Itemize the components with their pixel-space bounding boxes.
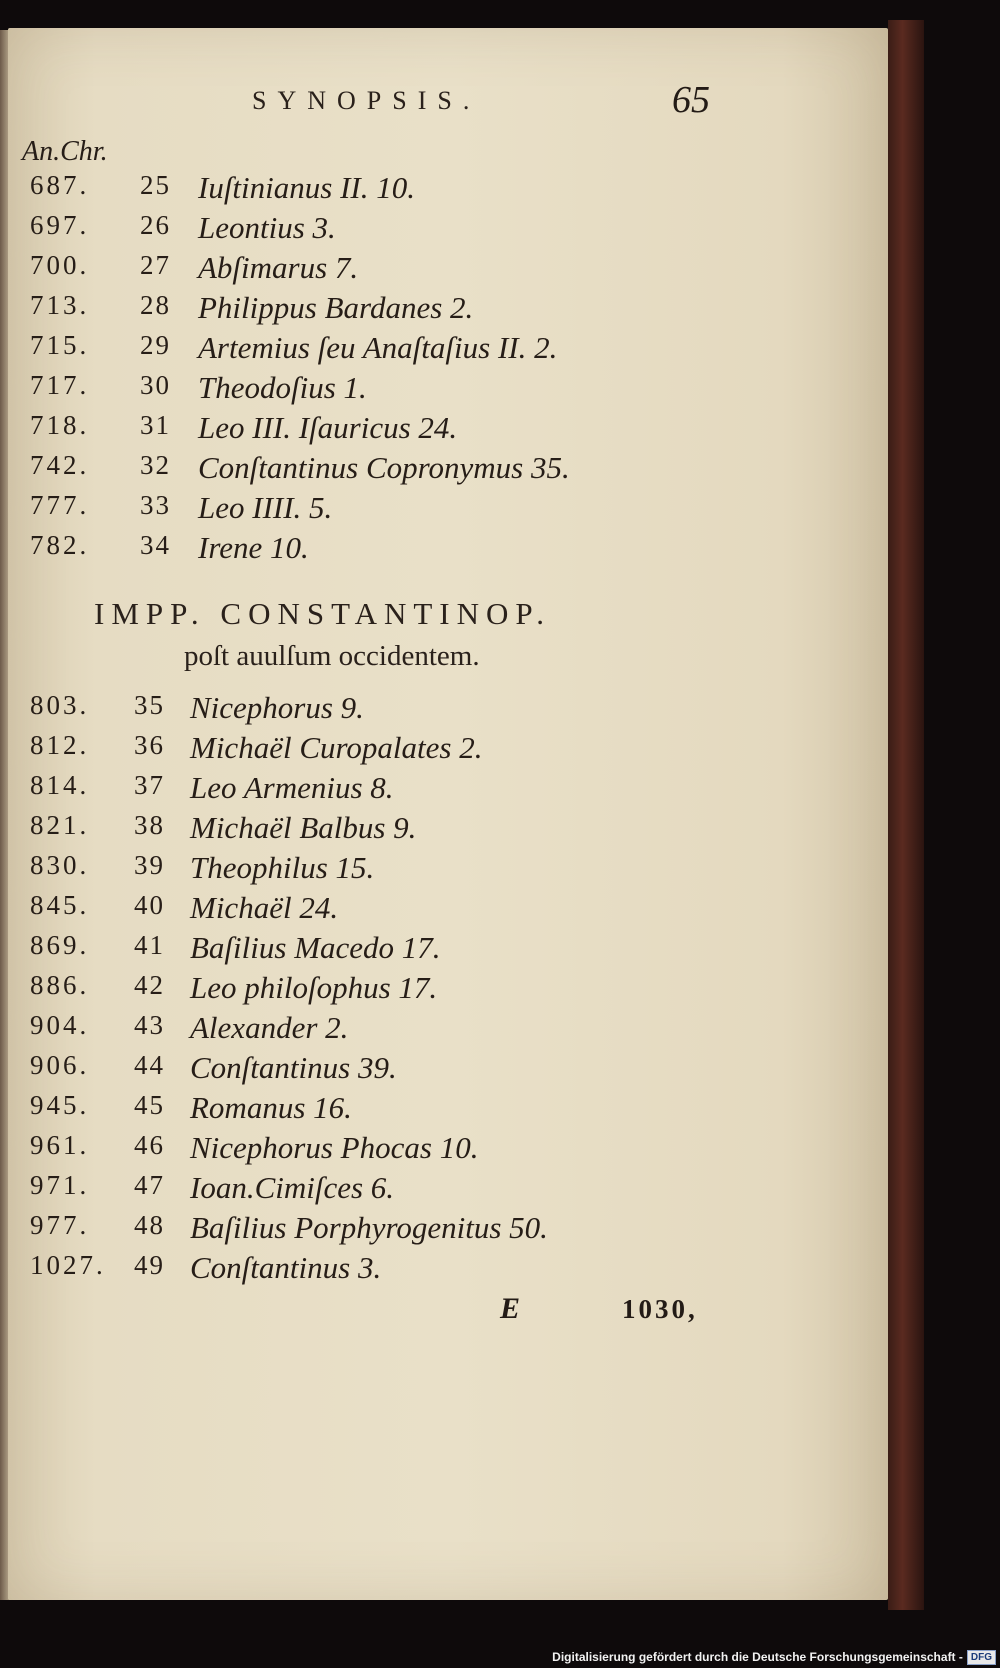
entry-year: 845.	[30, 890, 90, 920]
entry-year: 782.	[30, 530, 90, 560]
entry-number: 31	[140, 410, 171, 440]
entry-number: 41	[134, 930, 165, 960]
entry-number: 37	[134, 770, 165, 800]
digitization-credit	[552, 1648, 996, 1666]
entry-year: 886.	[30, 970, 90, 1000]
entry-ruler: Conſtantinus 39.	[190, 1050, 397, 1085]
entry-year: 814.	[30, 770, 90, 800]
entry-number: 33	[140, 490, 171, 520]
entry-number: 43	[134, 1010, 165, 1040]
entry-ruler: Michaël Curopalates 2.	[190, 730, 483, 765]
running-head: SYNOPSIS.	[252, 86, 481, 115]
entry-number: 28	[140, 290, 171, 320]
section-subheading: poſt auulſum occidentem.	[184, 640, 480, 672]
entry-ruler: Conſtantinus 3.	[190, 1250, 382, 1285]
ruler-entry	[0, 530, 880, 570]
entry-year: 713.	[30, 290, 90, 320]
entry-number: 34	[140, 530, 171, 560]
entry-ruler: Leo philoſophus 17.	[190, 970, 438, 1005]
ruler-entry	[0, 410, 880, 450]
ruler-entry	[0, 1170, 880, 1210]
entry-year: 971.	[30, 1170, 90, 1200]
entry-year: 700.	[30, 250, 90, 280]
entry-number: 25	[140, 170, 171, 200]
entry-year: 812.	[30, 730, 90, 760]
entry-ruler: Alexander 2.	[190, 1010, 349, 1045]
entry-year: 906.	[30, 1050, 90, 1080]
ruler-entry	[0, 1010, 880, 1050]
ruler-entry	[0, 730, 880, 770]
ruler-entry	[0, 250, 880, 290]
entry-year: 803.	[30, 690, 90, 720]
signature-mark: E	[500, 1292, 521, 1325]
ruler-entry	[0, 930, 880, 970]
entry-year: 904.	[30, 1010, 90, 1040]
ruler-entry	[0, 210, 880, 250]
entry-number: 29	[140, 330, 171, 360]
entry-number: 38	[134, 810, 165, 840]
entry-ruler: Leontius 3.	[198, 210, 336, 245]
entry-year: 718.	[30, 410, 90, 440]
entry-ruler: Nicephorus Phocas 10.	[190, 1130, 479, 1165]
entry-year: 830.	[30, 850, 90, 880]
entry-year: 717.	[30, 370, 90, 400]
entry-ruler: Ioan.Cimiſces 6.	[190, 1170, 395, 1205]
credit-text: Digitalisierung gefördert durch die Deutsche Forschungsgemeinschaft -	[552, 1650, 963, 1664]
ruler-entry	[0, 330, 880, 370]
entry-year: 1027.	[30, 1250, 106, 1280]
ruler-entry	[0, 890, 880, 930]
entry-ruler: Baſilius Porphyrogenitus 50.	[190, 1210, 548, 1245]
entry-ruler: Romanus 16.	[190, 1090, 352, 1125]
ruler-entry	[0, 490, 880, 530]
entry-ruler: Philippus Bardanes 2.	[198, 290, 474, 325]
entry-year: 697.	[30, 210, 90, 240]
entry-year: 687.	[30, 170, 90, 200]
entry-number: 48	[134, 1210, 165, 1240]
book-binding-edge	[888, 20, 924, 1610]
entry-year: 742.	[30, 450, 90, 480]
ruler-entry	[0, 290, 880, 330]
entry-ruler: Michaël Balbus 9.	[190, 810, 417, 845]
ruler-entry	[0, 1130, 880, 1170]
ruler-entry	[0, 1050, 880, 1090]
entry-number: 30	[140, 370, 171, 400]
entry-number: 47	[134, 1170, 165, 1200]
entry-year: 961.	[30, 1130, 90, 1160]
entry-year: 977.	[30, 1210, 90, 1240]
entry-ruler: Theodoſius 1.	[198, 370, 367, 405]
entry-number: 42	[134, 970, 165, 1000]
ruler-entry	[0, 450, 880, 490]
entry-year: 945.	[30, 1090, 90, 1120]
ruler-entry	[0, 370, 880, 410]
column-header: An.Chr.	[22, 136, 108, 167]
entry-ruler: Nicephorus 9.	[190, 690, 364, 725]
ruler-entry	[0, 690, 880, 730]
entry-number: 39	[134, 850, 165, 880]
entry-ruler: Leo IIII. 5.	[198, 490, 333, 525]
ruler-entry	[0, 970, 880, 1010]
entry-year: 715.	[30, 330, 90, 360]
entry-ruler: Irene 10.	[198, 530, 309, 565]
ruler-entry	[0, 770, 880, 810]
catchword: 1030,	[622, 1294, 698, 1324]
entry-number: 27	[140, 250, 171, 280]
entry-ruler: Iuſtinianus II. 10.	[198, 170, 415, 205]
entry-ruler: Michaël 24.	[190, 890, 339, 925]
entry-ruler: Theophilus 15.	[190, 850, 375, 885]
ruler-entry	[0, 1090, 880, 1130]
entry-number: 32	[140, 450, 171, 480]
entry-ruler: Artemius ſeu Anaſtaſius II. 2.	[198, 330, 558, 365]
entry-number: 26	[140, 210, 171, 240]
ruler-entry	[0, 810, 880, 850]
entry-ruler: Leo Armenius 8.	[190, 770, 394, 805]
entry-year: 821.	[30, 810, 90, 840]
entry-number: 46	[134, 1130, 165, 1160]
entry-ruler: Conſtantinus Copronymus 35.	[198, 450, 570, 485]
page-number: 65	[672, 79, 710, 121]
entry-number: 36	[134, 730, 165, 760]
ruler-entry	[0, 170, 880, 210]
entry-year: 777.	[30, 490, 90, 520]
entry-ruler: Abſimarus 7.	[198, 250, 359, 285]
entry-number: 44	[134, 1050, 165, 1080]
entry-ruler: Leo III. Iſauricus 24.	[198, 410, 458, 445]
ruler-entry	[0, 1210, 880, 1250]
entry-number: 49	[134, 1250, 165, 1280]
entry-year: 869.	[30, 930, 90, 960]
section-heading: IMPP. CONSTANTINOP.	[94, 596, 551, 631]
entry-ruler: Baſilius Macedo 17.	[190, 930, 441, 965]
entry-number: 35	[134, 690, 165, 720]
dfg-logo: DFG	[967, 1650, 996, 1665]
entry-number: 40	[134, 890, 165, 920]
ruler-entry	[0, 1250, 880, 1290]
ruler-entry	[0, 850, 880, 890]
entry-number: 45	[134, 1090, 165, 1120]
